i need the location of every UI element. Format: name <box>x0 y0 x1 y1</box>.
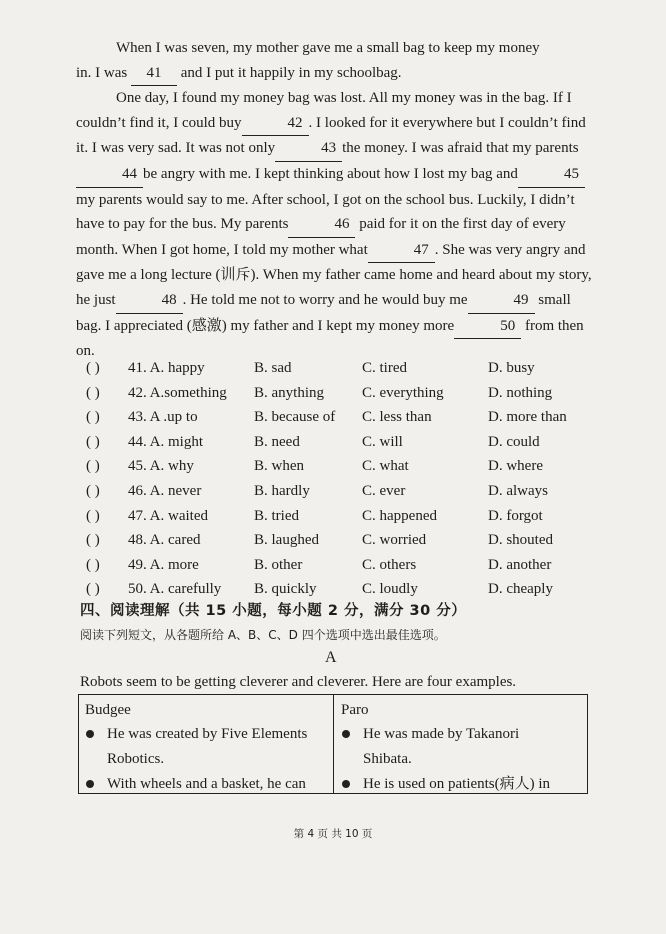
answer-bracket: ( ) <box>86 384 100 401</box>
question-41 <box>86 356 586 381</box>
robot-table <box>78 694 588 794</box>
option-a: 47. A. waited <box>128 507 208 524</box>
bullet-text: With wheels and a basket, he can <box>107 776 306 792</box>
option-c: C. happened <box>362 507 437 524</box>
option-c: C. loudly <box>362 581 418 598</box>
option-d: D. always <box>488 482 548 499</box>
answer-bracket: ( ) <box>86 532 100 549</box>
cloze-passage <box>76 36 596 364</box>
answer-bracket: ( ) <box>86 556 100 573</box>
option-d: D. nothing <box>488 384 553 401</box>
bullet-icon <box>86 780 94 788</box>
option-c: C. others <box>362 556 417 573</box>
blank-50: 50 <box>454 314 521 340</box>
bullet-text: He was created by Five Elements <box>107 726 308 742</box>
passage-text: my parents would say to me. After school, I got on the school bus. Luckily, I didn’t have to pay for the bus. My parents <box>76 191 575 233</box>
passage-text: be angry with me. I kept thinking about how I lost my bag and <box>143 165 518 182</box>
blank-44: 44 <box>76 162 143 188</box>
option-a: 46. A. never <box>128 482 202 499</box>
option-b: B. tried <box>254 507 299 524</box>
question-43 <box>86 405 586 430</box>
option-b: B. sad <box>254 360 292 376</box>
passage-text: in. I was <box>76 64 128 81</box>
section-title: 四、阅读理解（共 15 小题，每小题 2 分，满分 30 分） <box>80 603 467 619</box>
answer-bracket: ( ) <box>86 433 100 450</box>
passage-text: the money. I was afraid that my parents <box>342 140 579 157</box>
option-c: C. will <box>362 433 403 450</box>
question-45 <box>86 454 586 479</box>
answer-bracket: ( ) <box>86 409 100 426</box>
option-b: B. when <box>254 458 304 475</box>
page-number: 第 4 页 共 10 页 <box>293 828 373 840</box>
bullet-icon <box>342 780 350 788</box>
blank-45: 45 <box>518 162 585 188</box>
bullet-text: Robotics. <box>107 751 165 767</box>
passage-paragraph-2 <box>76 86 596 364</box>
question-44 <box>86 430 586 455</box>
passage-text: . He told me not to worry and he would buy me <box>182 291 468 308</box>
option-a: 50. A. carefully <box>128 581 222 598</box>
passage-text: . I looked for it everywhere but I couldn’t find it. I was very sad. It was not only <box>76 114 586 157</box>
option-c: C. everything <box>362 384 444 401</box>
option-d: D. where <box>488 458 543 475</box>
option-a: 44. A. might <box>128 433 204 450</box>
bullet-icon <box>86 730 94 738</box>
option-a: 43. A .up to <box>128 409 198 426</box>
answer-bracket: ( ) <box>86 581 100 598</box>
blank-43: 43 <box>275 136 342 162</box>
option-d: D. could <box>488 433 540 450</box>
passage-line-1: When I was seven, my mother gave me a small bag to keep my money <box>116 40 540 56</box>
option-a: 48. A. cared <box>128 532 201 549</box>
option-c: C. what <box>362 458 409 475</box>
question-46 <box>86 479 586 504</box>
passage-intro: Robots seem to be getting cleverer and cleverer. Here are four examples. <box>80 674 517 690</box>
bullet-text: Shibata. <box>363 751 412 767</box>
question-48 <box>86 528 586 553</box>
option-d: D. shouted <box>488 532 553 549</box>
bullet-text: He is used on patients(病人) in <box>363 776 551 792</box>
table-column-budgee <box>79 695 334 793</box>
blank-49: 49 <box>468 288 535 314</box>
option-d: D. busy <box>488 360 535 376</box>
column-heading: Budgee <box>85 702 131 718</box>
option-b: B. laughed <box>254 532 319 549</box>
blank-46: 46 <box>288 212 355 238</box>
blank-47: 47 <box>368 238 435 264</box>
option-d: D. more than <box>488 409 567 426</box>
option-a: 41. A. happy <box>128 360 205 376</box>
bullet-icon <box>342 730 350 738</box>
passage-letter: A <box>325 649 337 666</box>
blank-42: 42 <box>242 111 309 137</box>
option-d: D. another <box>488 556 552 573</box>
passage-text: One day, I found my money bag was lost. All my money was in the bag. If I couldn’t find it, I could buy <box>76 90 572 131</box>
cloze-options <box>86 356 586 602</box>
passage-text: . She was very angry and gave me a long lecture (训斥). When my father came home and heard about my story, he just <box>76 241 592 308</box>
passage-text: from then on. <box>76 317 584 360</box>
answer-bracket: ( ) <box>86 360 100 376</box>
option-a: 49. A. more <box>128 556 199 573</box>
option-a: 45. A. why <box>128 458 194 475</box>
bullet-text: He was made by Takanori <box>363 726 520 742</box>
option-c: C. worried <box>362 532 427 549</box>
passage-text: paid for it on the first day of every month. When I got home, I told my mother what <box>76 216 566 258</box>
option-d: D. forgot <box>488 507 543 524</box>
question-49 <box>86 553 586 578</box>
passage-text: small bag. I appreciated (感激) my father and I kept my money more <box>76 291 571 334</box>
option-c: C. less than <box>362 409 432 426</box>
option-b: B. anything <box>254 384 324 401</box>
option-c: C. ever <box>362 482 406 499</box>
table-column-paro <box>335 695 589 793</box>
option-a: 42. A.something <box>128 384 227 401</box>
blank-41: 41 <box>131 61 177 87</box>
question-47 <box>86 504 586 529</box>
question-42 <box>86 381 586 406</box>
answer-bracket: ( ) <box>86 482 100 499</box>
column-heading: Paro <box>341 702 369 718</box>
answer-bracket: ( ) <box>86 507 100 524</box>
section-instruction: 阅读下列短文，从各题所给 A、B、C、D 四个选项中选出最佳选项。 <box>80 628 446 642</box>
option-b: B. other <box>254 556 303 573</box>
passage-text: and I put it happily in my schoolbag. <box>180 64 402 81</box>
option-b: B. hardly <box>254 482 310 499</box>
passage-line-2 <box>76 61 596 87</box>
option-b: B. because of <box>254 409 336 426</box>
option-d: D. cheaply <box>488 581 553 598</box>
option-c: C. tired <box>362 360 407 376</box>
blank-48: 48 <box>116 288 183 314</box>
answer-bracket: ( ) <box>86 458 100 475</box>
option-b: B. need <box>254 433 300 450</box>
option-b: B. quickly <box>254 581 317 598</box>
